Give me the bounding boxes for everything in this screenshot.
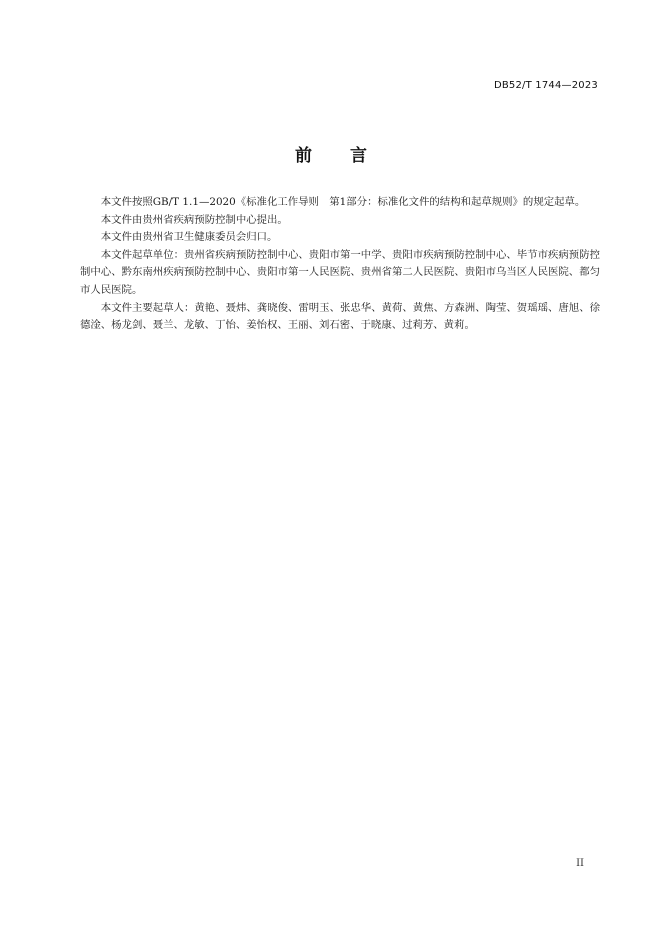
paragraph-drafting-units: 本文件起草单位：贵州省疾病预防控制中心、贵阳市第一中学、贵阳市疾病预防控制中心、毕节市疾病预防控制中心、黔东南州疾病预防控制中心、贵阳市第一人民医院、贵州省第二人民医院、贵阳市乌当区人民医院、都匀市人民医院。 (80, 248, 600, 296)
document-code: DB52/T 1744—2023 (493, 80, 598, 91)
paragraph-drafting-basis: 本文件按照GB/T 1.1—2020《标准化工作导则 第1部分：标准化文件的结构和起草规则》的规定起草。 (100, 196, 586, 208)
foreword-body (80, 194, 600, 335)
paragraph-proposer: 本文件由贵州省疾病预防控制中心提出。 (100, 213, 288, 226)
page-number: II (576, 858, 584, 869)
page-title: 前言 (295, 146, 405, 166)
paragraph-centralized-management: 本文件由贵州省卫生健康委员会归口。 (100, 231, 278, 244)
paragraph-main-drafters: 本文件主要起草人：黄艳、聂炜、龚晓俊、雷明玉、张忠华、黄荷、黄焦、方森洲、陶莹、贺瑶瑶、唐旭、徐德淦、杨龙剑、聂兰、龙敏、丁怡、姜怡权、王丽、刘石密、于晓康、过莉芳、黄莉。 (80, 301, 600, 332)
